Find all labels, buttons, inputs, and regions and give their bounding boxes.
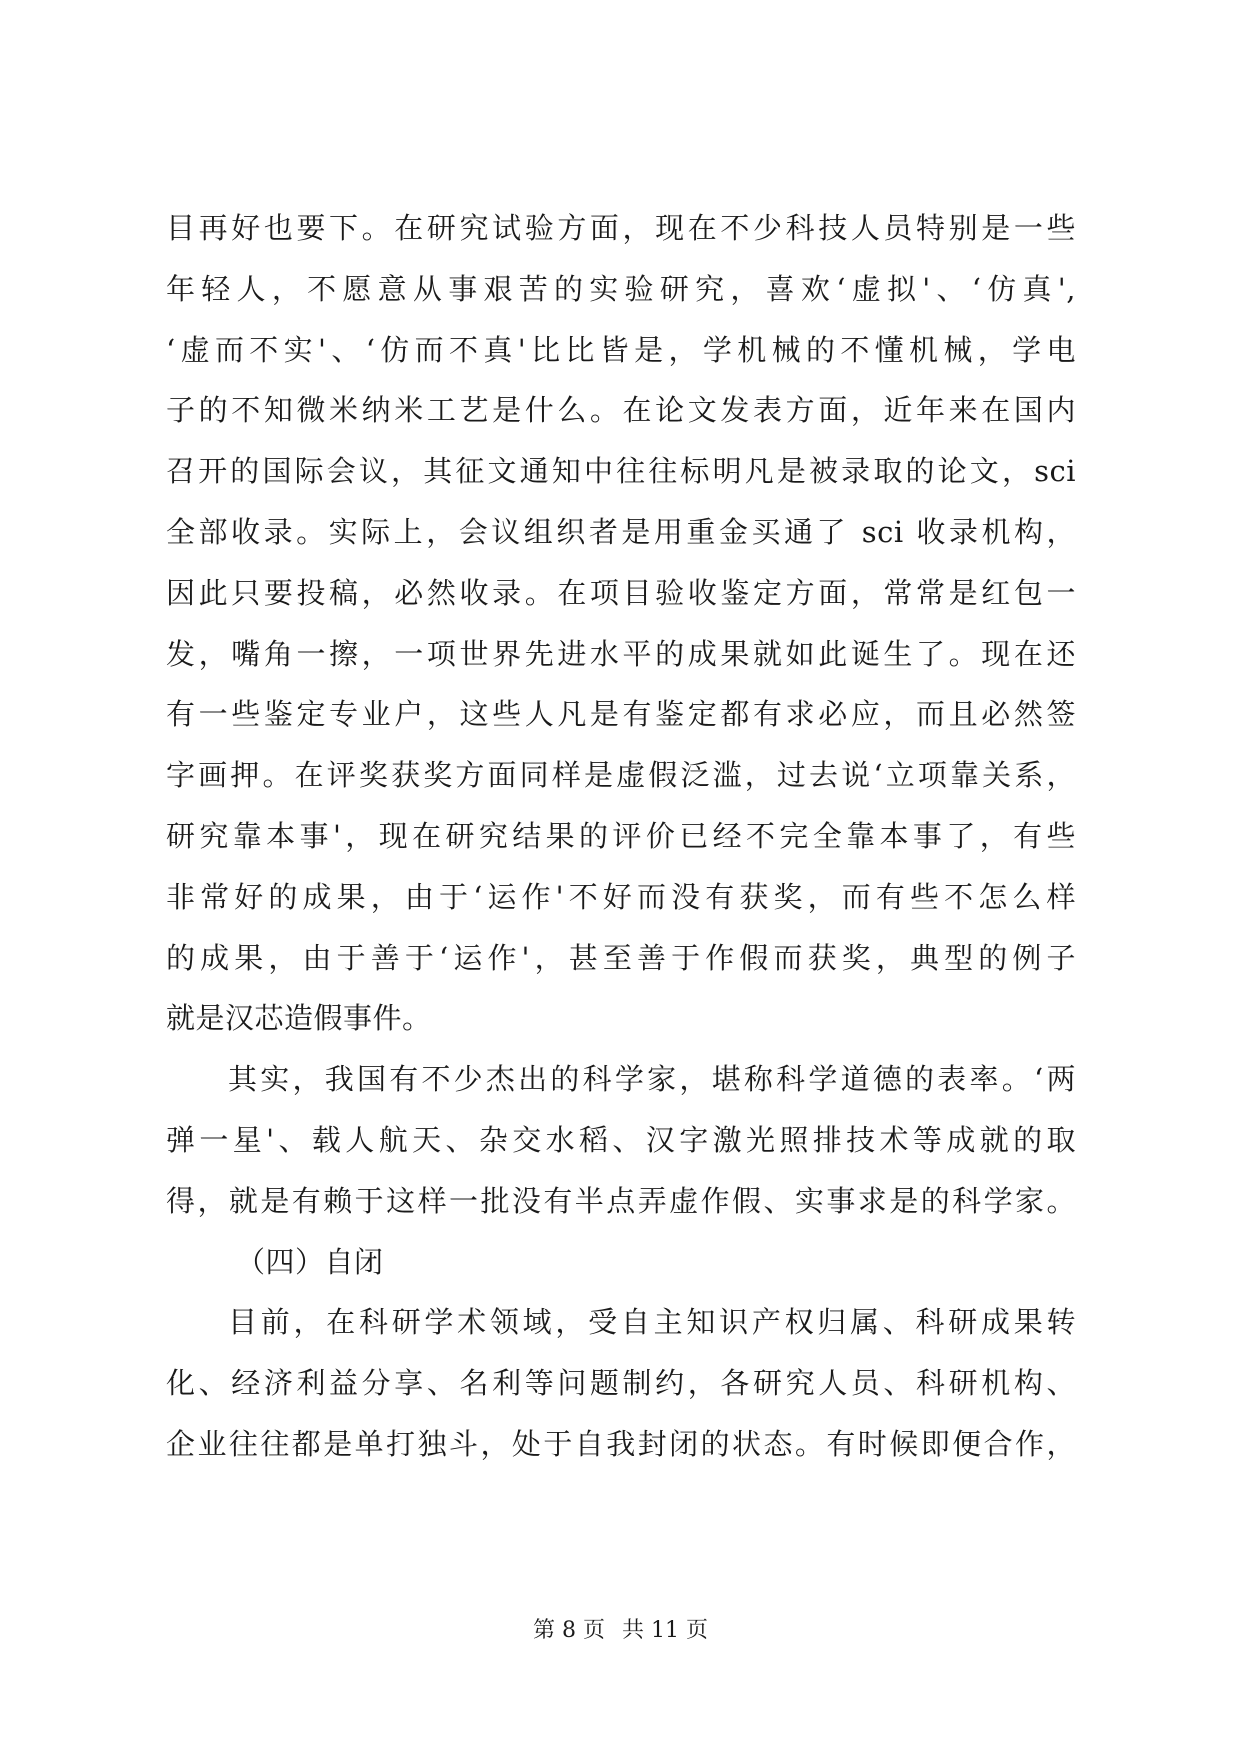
text-line: 子的不知微米纳米工艺是什么。在论文发表方面，近年来在国内	[166, 393, 1076, 428]
text-line: 字画押。在评奖获奖方面同样是虚假泛滥，过去说‘立项靠关系，	[166, 758, 1076, 793]
page-footer	[0, 1616, 1241, 1646]
text-line: ‘虚而不实'、‘仿而不真'比比皆是，学机械的不懂机械，学电	[166, 332, 1076, 367]
text-line: 召开的国际会议，其征文通知中往往标明凡是被录取的论文，sci	[166, 454, 1076, 489]
text-line: 因此只要投稿，必然收录。在项目验收鉴定方面，常常是红包一	[166, 575, 1076, 610]
section-heading: （四）自闭	[236, 1244, 384, 1279]
text-line: 研究靠本事'，现在研究结果的评价已经不完全靠本事了，有些	[166, 818, 1076, 853]
text-line: 的成果，由于善于‘运作'，甚至善于作假而获奖，典型的例子	[166, 940, 1076, 975]
text-line: 得，就是有赖于这样一批没有半点弄虚作假、实事求是的科学家。	[166, 1183, 1076, 1218]
text-line: 弹一星'、载人航天、杂交水稻、汉字激光照排技术等成就的取	[166, 1122, 1076, 1157]
text-line: 年轻人，不愿意从事艰苦的实验研究，喜欢‘虚拟'、‘仿真',	[166, 271, 1076, 306]
text-line: 其实，我国有不少杰出的科学家，堪称科学道德的表率。‘两	[228, 1062, 1076, 1097]
page-number: 第 8 页	[533, 1618, 605, 1643]
text-line: 有一些鉴定专业户，这些人凡是有鉴定都有求必应，而且必然签	[166, 697, 1076, 732]
body-text	[166, 198, 1076, 1475]
text-line: 非常好的成果，由于‘运作'不好而没有获奖，而有些不怎么样	[166, 879, 1076, 914]
text-line: 全部收录。实际上，会议组织者是用重金买通了 sci 收录机构，	[166, 514, 1076, 549]
text-line: 目前，在科研学术领域，受自主知识产权归属、科研成果转	[228, 1305, 1076, 1340]
text-line: 发，嘴角一擦，一项世界先进水平的成果就如此诞生了。现在还	[166, 636, 1076, 671]
total-pages: 共 11 页	[622, 1618, 708, 1643]
text-line: 企业往往都是单打独斗，处于自我封闭的状态。有时候即便合作，	[166, 1426, 1076, 1461]
text-line: 目再好也要下。在研究试验方面，现在不少科技人员特别是一些	[166, 211, 1076, 245]
text-line: 化、经济利益分享、名利等问题制约，各研究人员、科研机构、	[166, 1366, 1076, 1401]
text-line: 就是汉芯造假事件。	[166, 1001, 432, 1036]
